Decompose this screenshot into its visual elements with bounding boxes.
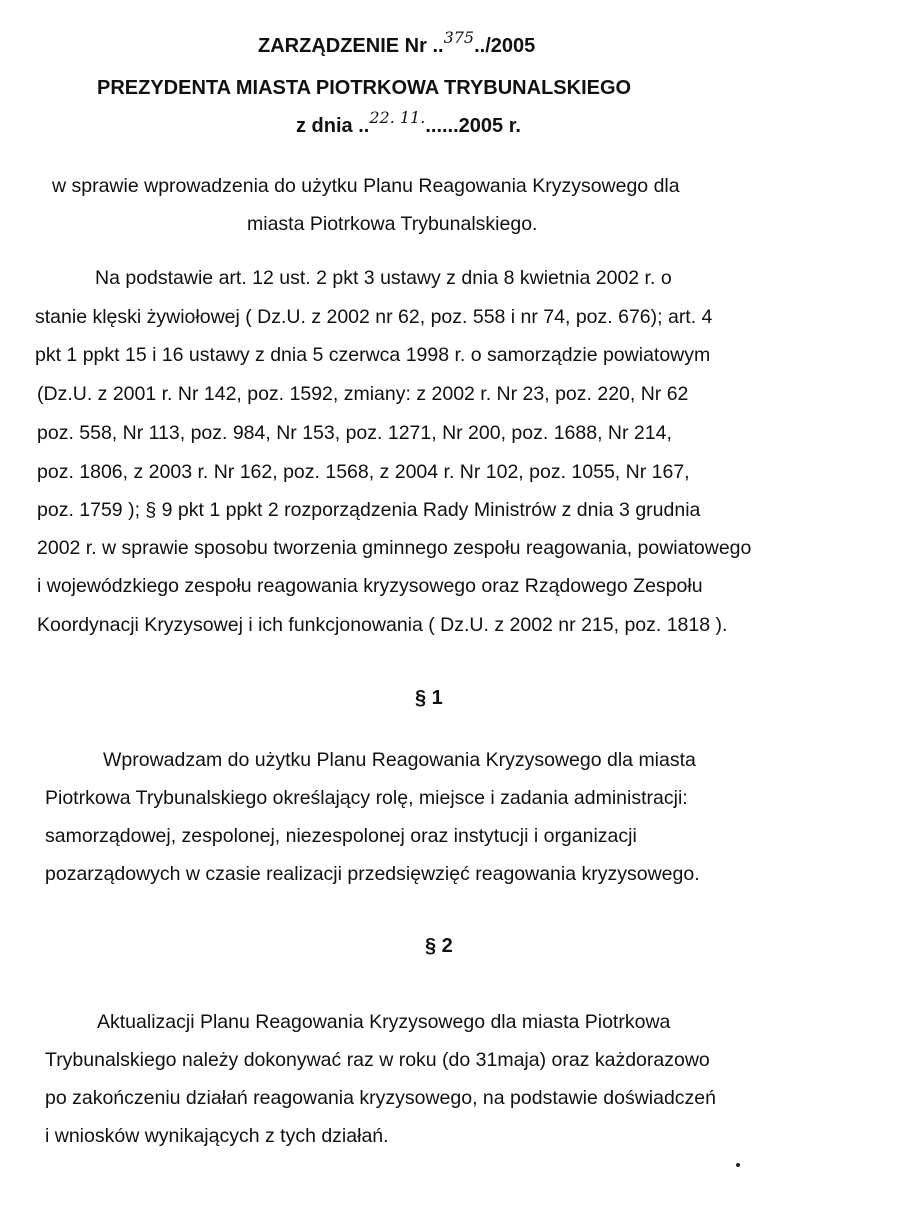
preamble-line: stanie klęski żywiołowej ( Dz.U. z 2002 nr 62, poz. 558 i nr 74, poz. 676); art. 4 [35,306,713,328]
preamble-line: pkt 1 ppkt 15 i 16 ustawy z dnia 5 czerwca 1998 r. o samorządzie powiatowym [35,344,711,366]
section-1-line: Piotrkowa Trybunalskiego określający rolę, miejsce i zadania administracji: [45,787,688,809]
section-2-line: i wniosków wynikających z tych działań. [45,1125,389,1147]
handwritten-date: 22. 11. [369,108,426,127]
subject-line: miasta Piotrkowa Trybunalskiego. [247,213,538,235]
scan-speck [736,1163,740,1167]
handwritten-number: 375 [443,28,475,47]
date-prefix: z dnia .. [296,115,370,137]
preamble-line: (Dz.U. z 2001 r. Nr 142, poz. 1592, zmiany: z 2002 r. Nr 23, poz. 220, Nr 62 [37,383,689,405]
date-suffix: ......2005 r. [425,115,521,137]
section-1-line: pozarządowych w czasie realizacji przedsięwzięć reagowania kryzysowego. [45,863,700,885]
title-prefix: ZARZĄDZENIE Nr .. [258,35,444,57]
preamble-line: Na podstawie art. 12 ust. 2 pkt 3 ustawy z dnia 8 kwietnia 2002 r. o [95,267,672,289]
section-2-heading: § 2 [425,935,453,957]
document-title [258,28,536,59]
section-1-heading: § 1 [415,687,443,709]
section-1-line: samorządowej, zespolonej, niezespolonej oraz instytucji i organizacji [45,825,637,847]
section-2-line: Aktualizacji Planu Reagowania Kryzysowego dla miasta Piotrkowa [97,1011,671,1033]
issuer-title: PREZYDENTA MIASTA PIOTRKOWA TRYBUNALSKIEGO [97,77,632,99]
preamble-line: i wojewódzkiego zespołu reagowania kryzysowego oraz Rządowego Zespołu [37,575,703,597]
preamble-line: 2002 r. w sprawie sposobu tworzenia gminnego zespołu reagowania, powiatowego [37,537,752,559]
section-2-line: po zakończeniu działań reagowania kryzysowego, na podstawie doświadczeń [45,1087,716,1109]
document-date [296,108,521,139]
preamble-line: poz. 1759 ); § 9 pkt 1 ppkt 2 rozporządzenia Rady Ministrów z dnia 3 grudnia [37,499,701,521]
subject-line: w sprawie wprowadzenia do użytku Planu Reagowania Kryzysowego dla [52,175,680,197]
preamble-line: poz. 1806, z 2003 r. Nr 162, poz. 1568, z 2004 r. Nr 102, poz. 1055, Nr 167, [37,461,690,483]
section-2-line: Trybunalskiego należy dokonywać raz w roku (do 31maja) oraz każdorazowo [45,1049,710,1071]
preamble-line: poz. 558, Nr 113, poz. 984, Nr 153, poz. 1271, Nr 200, poz. 1688, Nr 214, [37,422,672,444]
preamble-line: Koordynacji Kryzysowej i ich funkcjonowania ( Dz.U. z 2002 nr 215, poz. 1818 ). [37,614,728,636]
section-1-line: Wprowadzam do użytku Planu Reagowania Kryzysowego dla miasta [103,749,696,771]
title-suffix: ../2005 [474,35,536,57]
